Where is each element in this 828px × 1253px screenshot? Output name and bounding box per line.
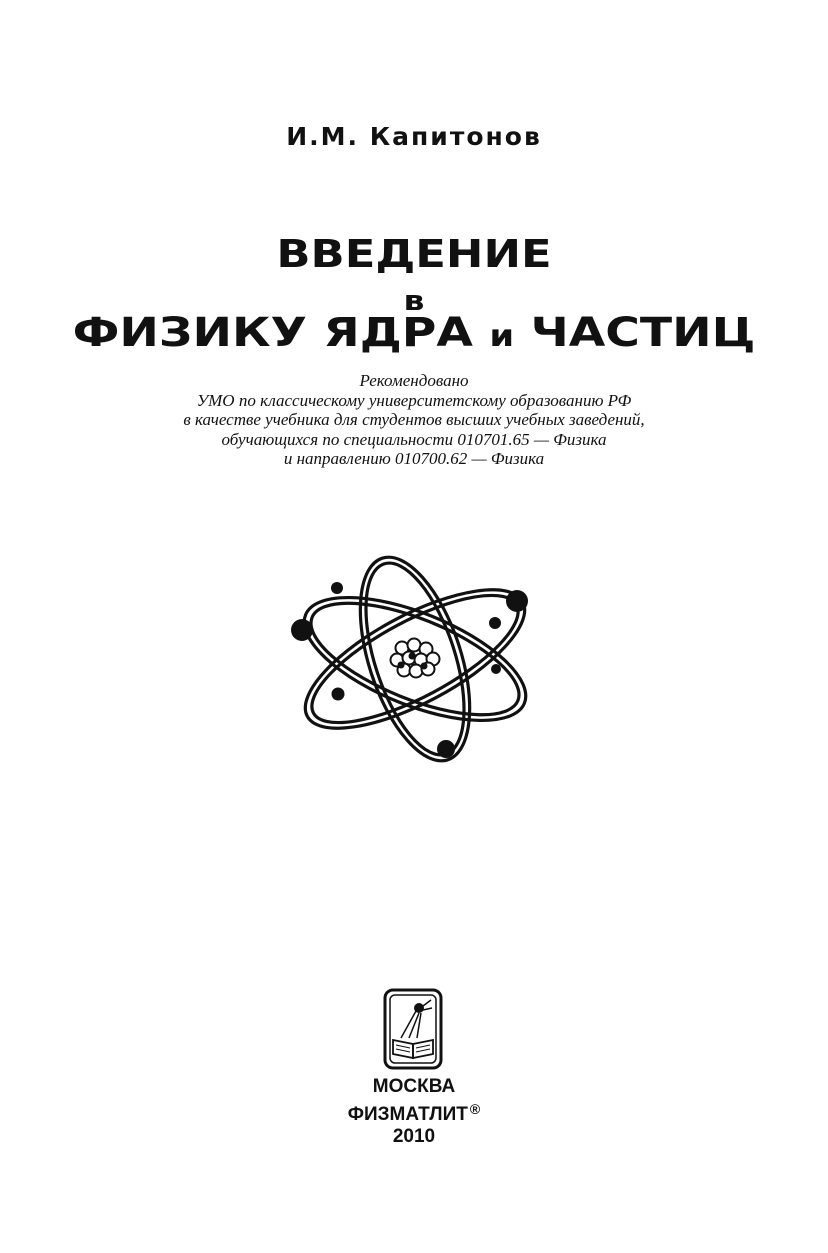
- recommendation-line: УМО по классическому университетскому образованию РФ: [196, 390, 632, 410]
- title-line-3-end: ЧАСТИЦ: [530, 310, 756, 356]
- recommendation-line: в качестве учебника для студентов высших учебных заведений,: [183, 410, 645, 429]
- atom-icon: [280, 548, 550, 770]
- publisher-city: МОСКВА: [372, 1076, 456, 1097]
- author-name: И.М. Капитонов: [286, 122, 542, 151]
- recommendation-line: и направлению 010700.62 — Физика: [283, 449, 545, 468]
- publisher-name: ФИЗМАТЛИТ: [347, 1104, 468, 1125]
- title-line-3: [0, 310, 828, 356]
- recommendation-block: [0, 371, 828, 469]
- title-line-2: в: [403, 284, 425, 317]
- title-line-3-main: ФИЗИКУ ЯДРА: [72, 310, 473, 356]
- recommendation-line: Рекомендовано: [359, 371, 469, 390]
- title-line-3-conjunction: и: [489, 319, 515, 354]
- publication-year: 2010: [392, 1126, 436, 1147]
- publisher-logo-icon: [383, 988, 443, 1070]
- publisher-name-line: [0, 1098, 828, 1126]
- publisher-block: [0, 1076, 828, 1148]
- recommendation-line: обучающихся по специальности 010701.65 — Физика: [221, 429, 607, 449]
- title-line-1: ВВЕДЕНИЕ: [276, 232, 552, 276]
- registered-mark: ®: [469, 1101, 481, 1117]
